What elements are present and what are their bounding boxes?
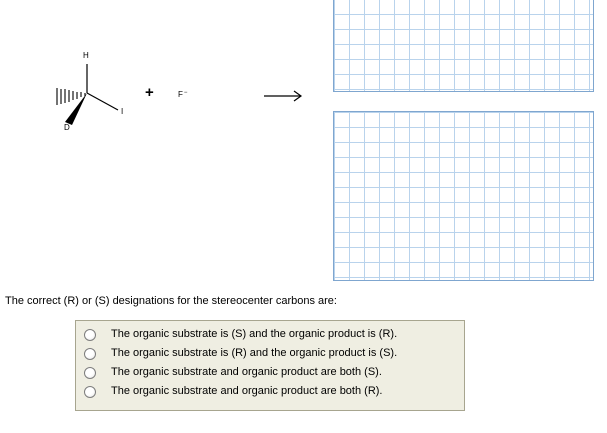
leaving-group-drawing-grid[interactable] — [333, 111, 594, 281]
plus-sign: + — [145, 84, 154, 101]
radio-button-icon[interactable] — [84, 348, 96, 360]
answer-option-4[interactable] — [84, 382, 464, 401]
substrate-structure — [45, 45, 140, 145]
answer-option-label: The organic substrate is (S) and the organic product is (R). — [111, 328, 398, 340]
answer-option-1[interactable] — [84, 325, 464, 344]
answer-option-2[interactable] — [84, 344, 464, 363]
answer-option-3[interactable] — [84, 363, 464, 382]
substrate-bonds — [45, 45, 140, 145]
answer-option-label: The organic substrate and organic product are both (S). — [111, 366, 382, 378]
answer-option-label: The organic substrate is (R) and the organic product is (S). — [111, 347, 398, 359]
reagent-charge: − — [183, 90, 188, 96]
radio-button-icon[interactable] — [84, 329, 96, 341]
answer-option-label: The organic substrate and organic product are both (R). — [111, 385, 383, 397]
atom-label-h: H — [83, 51, 89, 60]
radio-button-icon[interactable] — [84, 386, 96, 398]
atom-label-i: I — [121, 107, 124, 116]
product-drawing-grid[interactable] — [333, 0, 594, 92]
fluoride-reagent — [178, 89, 187, 99]
question-prompt: The correct (R) or (S) designations for the stereocenter carbons are: — [5, 295, 337, 307]
radio-button-icon[interactable] — [84, 367, 96, 379]
answer-choices — [75, 320, 465, 411]
atom-label-d: D — [64, 123, 70, 132]
right-arrow-icon — [263, 88, 303, 104]
reagent-symbol: F — [178, 90, 183, 99]
